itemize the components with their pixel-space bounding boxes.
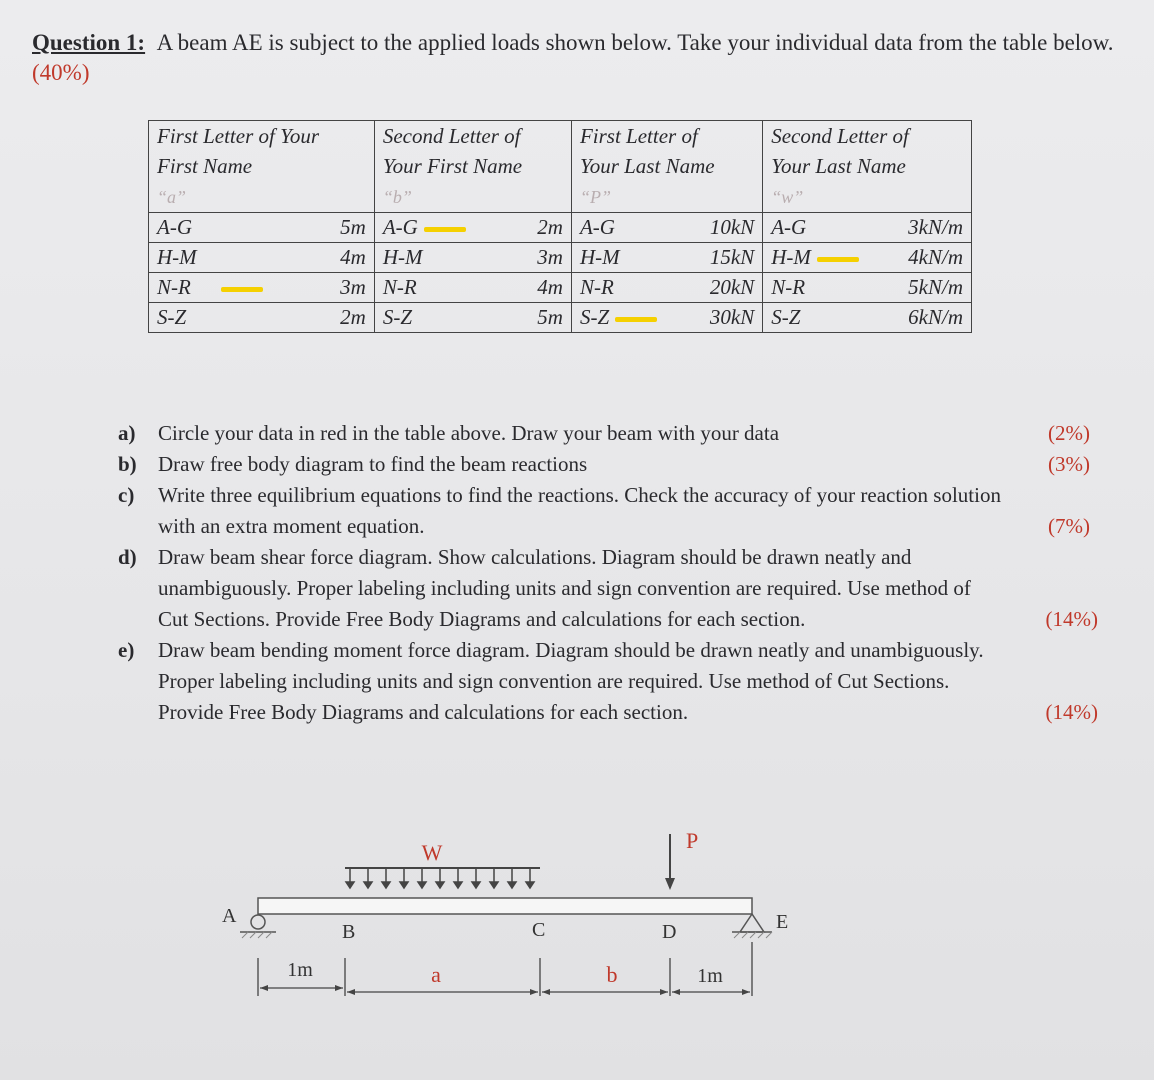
dimension-lines	[258, 942, 752, 996]
table-row: A-G 5m A-G 2m A-G 10kN A-G 3kN/m	[149, 213, 972, 243]
dim-label-ab: 1m	[287, 959, 313, 981]
task-c: c) Write three equilibrium equations to find the reactions. Check the accuracy of your reaction solution with an extra moment equation. (7%)	[118, 483, 1090, 538]
header-w: Second Letter of Your Last Name “w”	[763, 121, 972, 213]
question-text: A beam AE is subject to the applied loads shown below. Take your individual data from the table below.	[156, 30, 1114, 55]
header-b: Second Letter of Your First Name “b”	[374, 121, 571, 213]
highlight-mark	[424, 227, 466, 232]
task-e: e) Draw beam bending moment force diagram. Diagram should be drawn neatly and unambiguously. Proper labeling including units and sign convention are required. Use method of Cut Sections. Provide Free Body Diagrams and calculations for each section. (14%)	[118, 638, 1098, 724]
point-label-c: C	[532, 919, 546, 941]
distributed-load-w	[345, 840, 540, 888]
task-d: d) Draw beam shear force diagram. Show calculations. Diagram should be drawn neatly and unambiguously. Proper labeling including units and sign convention are required. Use method of Cut Sections. Provide Free Body Diagrams and calculations for each section. (14%)	[118, 545, 1098, 631]
dim-label-de: 1m	[697, 965, 723, 987]
point-label-d: D	[662, 921, 677, 943]
point-load-p	[665, 828, 698, 890]
svg-text:P: P	[686, 828, 699, 853]
question-weight: (40%)	[32, 60, 90, 85]
header-p: First Letter of Your Last Name “P”	[571, 121, 762, 213]
point-label-e: E	[776, 911, 789, 933]
table-row: S-Z 2m S-Z 5m S-Z 30kN S-Z 6kN/m	[149, 303, 972, 333]
beam-diagram	[200, 820, 800, 1010]
table-row: N-R 3m N-R 4m N-R 20kN N-R 5kN/m	[149, 273, 972, 303]
question-label: Question 1:	[32, 30, 146, 55]
header-a: First Letter of Your First Name “a”	[149, 121, 375, 213]
pin-support-e	[732, 914, 772, 938]
table-row: H-M 4m H-M 3m H-M 15kN H-M 4kN/m	[149, 243, 972, 273]
highlight-mark	[817, 257, 859, 262]
beam	[258, 898, 752, 914]
point-label-b: B	[342, 921, 356, 943]
point-label-a: A	[222, 905, 237, 927]
data-table	[148, 120, 972, 333]
dim-label-b: b	[606, 962, 618, 987]
svg-text:W: W	[421, 840, 443, 865]
task-b: b) Draw free body diagram to find the beam reactions (3%)	[118, 452, 1090, 476]
task-a: a) Circle your data in red in the table above. Draw your beam with your data (2%)	[118, 421, 1090, 445]
dim-label-a: a	[431, 962, 441, 987]
question-heading	[32, 28, 1122, 88]
task-list	[118, 418, 1108, 728]
highlight-mark	[221, 287, 263, 292]
roller-support-a	[240, 915, 276, 938]
highlight-mark	[615, 317, 657, 322]
